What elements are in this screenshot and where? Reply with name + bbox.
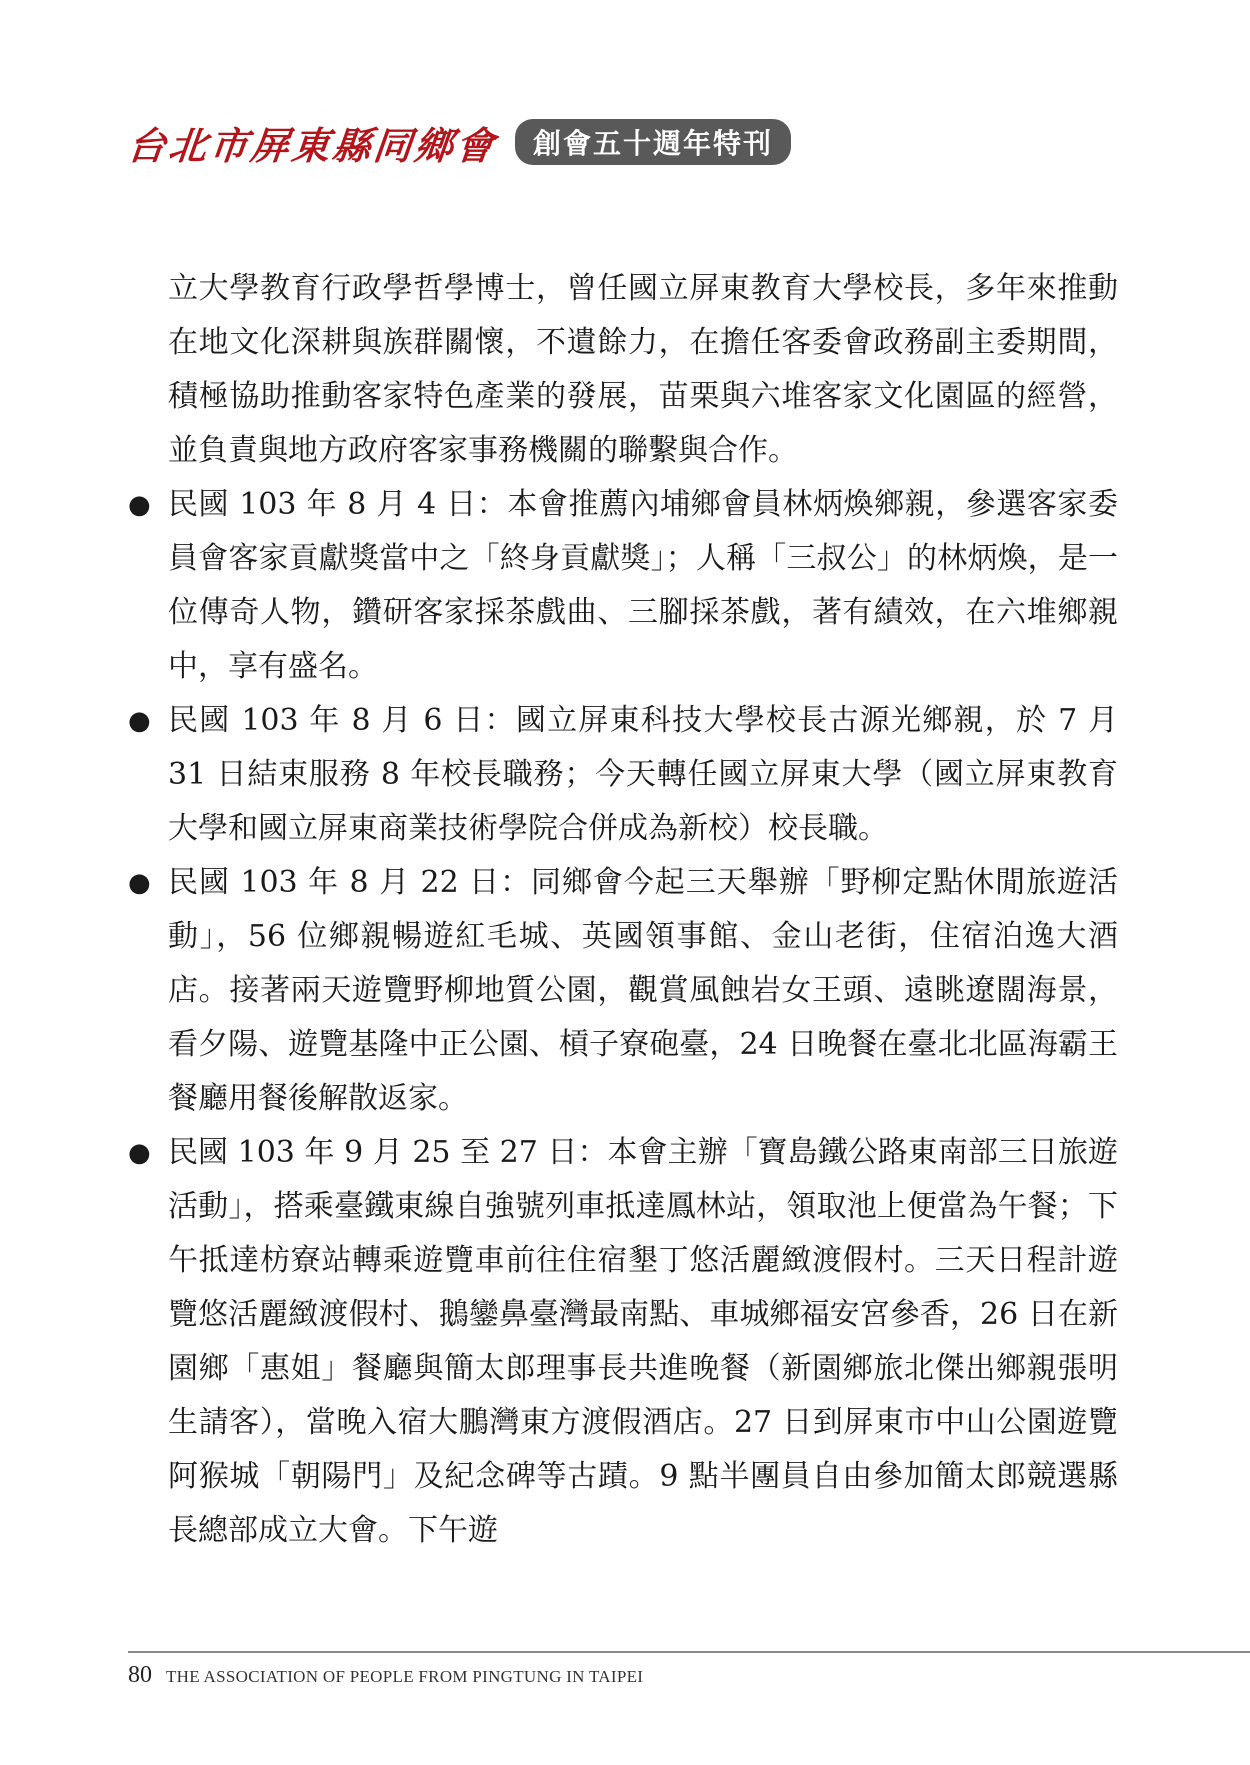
list-item — [128, 856, 1118, 1126]
bullet-icon: ● — [128, 868, 151, 898]
list-item-text: 民國 103 年 8 月 22 日：同鄉會今起三天舉辦「野柳定點休閒旅遊活動」，56 位鄉親暢遊紅毛城、英國領事館、金山老街，住宿泊逸大酒店。接著兩天遊覽野柳地質公園，觀賞風蝕岩女王頭、遠眺遼闊海景，看夕陽、遊覽基隆中正公園、槓子寮砲臺，24 日晚餐在臺北北區海霸王餐廳用餐後解散返家。 — [168, 865, 1118, 1116]
page-number: 80 — [128, 1662, 152, 1688]
list-item-text: 民國 103 年 8 月 6 日：國立屏東科技大學校長古源光鄉親，於 7 月 31 日結束服務 8 年校長職務；今天轉任國立屏東大學（國立屏東教育大學和國立屏東商業技術學院合併成為新校）校長職。 — [168, 703, 1118, 846]
bullet-icon: ● — [128, 1138, 151, 1168]
list-item-text: 民國 103 年 8 月 4 日：本會推薦內埔鄉會員林炳煥鄉親，參選客家委員會客家貢獻獎當中之「終身貢獻獎」；人稱「三叔公」的林炳煥，是一位傳奇人物，鑽研客家採茶戲曲、三腳採茶戲，著有績效，在六堆鄉親中，享有盛名。 — [168, 487, 1118, 684]
footer-publication-name: THE ASSOCIATION OF PEOPLE FROM PINGTUNG IN TAIPEI — [166, 1667, 644, 1686]
list-item — [128, 694, 1118, 856]
list-item-text: 民國 103 年 9 月 25 至 27 日：本會主辦「寶島鐵公路東南部三日旅遊活動」，搭乘臺鐵東線自強號列車抵達鳳林站，領取池上便當為午餐；下午抵達枋寮站轉乘遊覽車前往住宿墾丁悠活麗緻渡假村。三天日程計遊覽悠活麗緻渡假村、鵝鑾鼻臺灣最南點、車城鄉福安宮參香，26 日在新園鄉「惠姐」餐廳與簡太郎理事長共進晚餐（新園鄉旅北傑出鄉親張明生請客），當晚入宿大鵬灣東方渡假酒店。27 日到屏東市中山公園遊覽阿猴城「朝陽門」及紀念碑等古蹟。9 點半團員自由參加簡太郎競選縣長總部成立大會。下午遊 — [168, 1135, 1118, 1548]
page-footer — [128, 1662, 643, 1689]
footer-divider — [128, 1651, 1250, 1653]
list-item — [128, 478, 1118, 694]
article-body — [128, 262, 1118, 1558]
bullet-icon: ● — [128, 706, 151, 736]
list-item — [128, 1126, 1118, 1558]
association-title: 台北市屏東縣同鄉會 — [125, 122, 500, 168]
special-issue-badge: 創會五十週年特刊 — [515, 119, 791, 165]
continuation-paragraph: 立大學教育行政學哲學博士，曾任國立屏東教育大學校長，多年來推動在地文化深耕與族群關懷，不遺餘力，在擔任客委會政務副主委期間，積極協助推動客家特色產業的發展，苗栗與六堆客家文化園區的經營，並負責與地方政府客家事務機關的聯繫與合作。 — [168, 271, 1118, 468]
bullet-icon: ● — [128, 490, 151, 520]
page-header — [125, 112, 791, 172]
